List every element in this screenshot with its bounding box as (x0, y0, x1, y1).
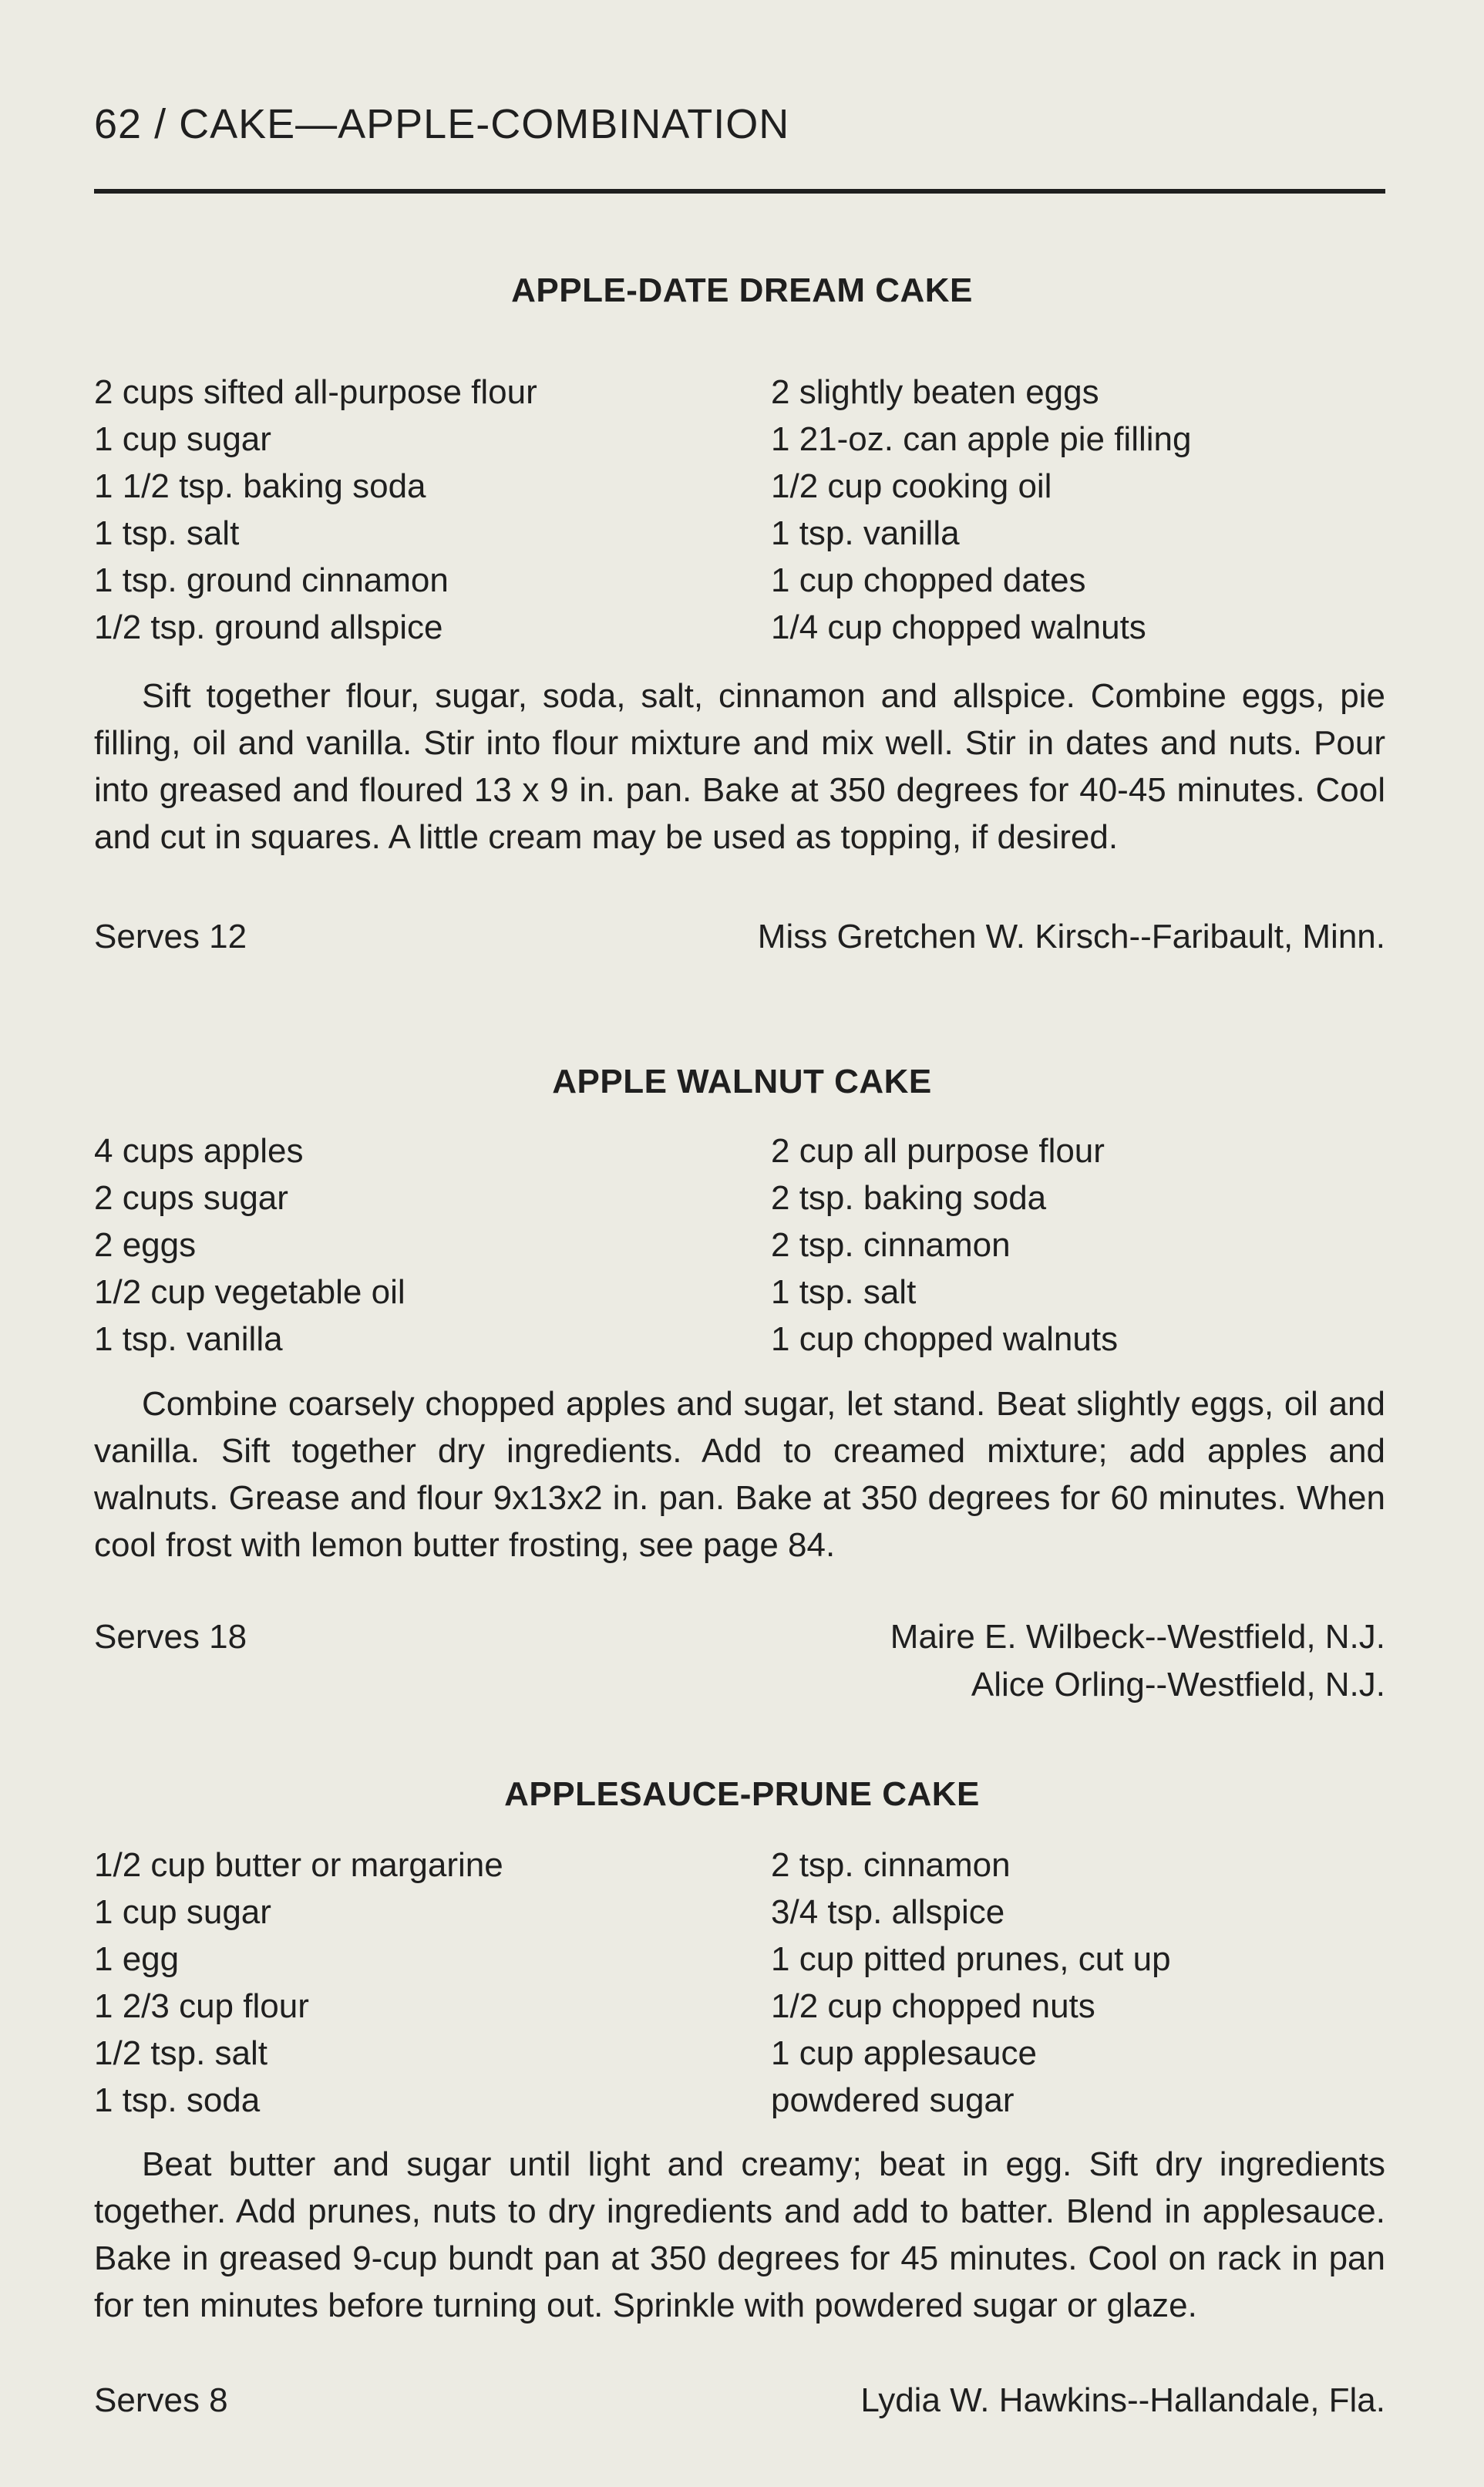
ingredient: 1 cup chopped walnuts (771, 1320, 1119, 1358)
ingredient: 1 tsp. vanilla (94, 1320, 283, 1358)
ingredient: 1 tsp. ground cinnamon (94, 561, 449, 599)
ingredient: 1 2/3 cup flour (94, 1987, 309, 2025)
ingredient: 1 tsp. soda (94, 2081, 261, 2119)
ingredient: 1 cup pitted prunes, cut up (771, 1940, 1171, 1978)
ingredient-list-right (771, 1842, 1171, 2124)
ingredient: 1 1/2 tsp. baking soda (94, 467, 426, 505)
ingredient: 2 cups sifted all-purpose flour (94, 373, 537, 411)
recipe-credit: Lydia W. Hawkins--Hallandale, Fla. (860, 2381, 1385, 2419)
recipe-credit: Maire E. Wilbeck--Westfield, N.J. (890, 1618, 1385, 1656)
recipe-title: APPLE WALNUT CAKE (552, 1063, 932, 1100)
ingredient: 1 tsp. salt (94, 514, 240, 552)
ingredient: 2 cups sugar (94, 1179, 288, 1217)
ingredient: 2 tsp. baking soda (771, 1179, 1047, 1217)
ingredient: 1 cup applesauce (771, 2034, 1037, 2072)
recipe-directions: Beat butter and sugar until light and creamy; beat in egg. Sift dry ingredients together. Add prunes, nuts to dry ingredients and add to batter. Blend in applesauce. Bake in greased 9-cup bundt pan at 350 degrees for 45 minutes. Cool on rack in pan for ten minutes before turning out. Sprinkle with powdered sugar or glaze. (94, 2145, 1385, 2324)
ingredient: 1/4 cup chopped walnuts (771, 608, 1146, 646)
ingredient: powdered sugar (771, 2081, 1015, 2119)
ingredient: 1 cup sugar (94, 1893, 271, 1931)
ingredient: 1/2 cup chopped nuts (771, 1987, 1095, 2025)
ingredient: 1 egg (94, 1940, 180, 1978)
ingredient: 1/2 cup vegetable oil (94, 1273, 405, 1311)
header-rule (94, 189, 1385, 194)
ingredient: 1/2 cup butter or margarine (94, 1846, 503, 1884)
ingredient: 3/4 tsp. allspice (771, 1893, 1005, 1931)
ingredient: 4 cups apples (94, 1132, 304, 1170)
recipe-title: APPLE-DATE DREAM CAKE (511, 271, 973, 309)
recipe-title: APPLESAUCE-PRUNE CAKE (504, 1775, 980, 1813)
ingredient: 1/2 cup cooking oil (771, 467, 1052, 505)
ingredient: 2 eggs (94, 1226, 197, 1264)
ingredient: 2 cup all purpose flour (771, 1132, 1105, 1170)
ingredient: 2 slightly beaten eggs (771, 373, 1099, 411)
ingredient: 2 tsp. cinnamon (771, 1846, 1011, 1884)
ingredient: 1/2 tsp. ground allspice (94, 608, 443, 646)
page-header: 62 / CAKE—APPLE-COMBINATION (94, 101, 790, 147)
recipe-credit: Alice Orling--Westfield, N.J. (971, 1666, 1385, 1703)
serves-count: Serves 8 (94, 2381, 228, 2419)
ingredient: 1 tsp. vanilla (771, 514, 960, 552)
ingredient-list-left (94, 369, 537, 651)
ingredient-list-left (94, 1842, 503, 2124)
ingredient-list-right (771, 1127, 1118, 1363)
serves-count: Serves 12 (94, 918, 247, 955)
recipe-directions: Combine coarsely chopped apples and sugar, let stand. Beat slightly eggs, oil and vanilla. Sift together dry ingredients. Add to creamed mixture; add apples and walnuts. Grease and flour 9x13x2 in. pan. Bake at 350 degrees for 60 minutes. When cool frost with lemon butter frosting, see page 84. (94, 1385, 1385, 1564)
ingredient: 1 cup sugar (94, 420, 271, 458)
ingredient: 1 tsp. salt (771, 1273, 917, 1311)
ingredient: 1 21-oz. can apple pie filling (771, 420, 1192, 458)
ingredient: 1/2 tsp. salt (94, 2034, 268, 2072)
serves-count: Serves 18 (94, 1618, 247, 1656)
ingredient: 2 tsp. cinnamon (771, 1226, 1011, 1264)
ingredient: 1 cup chopped dates (771, 561, 1086, 599)
recipe-credit: Miss Gretchen W. Kirsch--Faribault, Minn. (757, 918, 1385, 955)
ingredient-list-left (94, 1127, 405, 1363)
recipe-directions: Sift together flour, sugar, soda, salt, cinnamon and allspice. Combine eggs, pie filling, oil and vanilla. Stir into flour mixture and mix well. Stir in dates and nuts. Pour into greased and floured 13 x 9 in. pan. Bake at 350 degrees for 40-45 minutes. Cool and cut in squares. A little cream may be used as topping, if desired. (94, 677, 1385, 856)
ingredient-list-right (771, 369, 1191, 651)
